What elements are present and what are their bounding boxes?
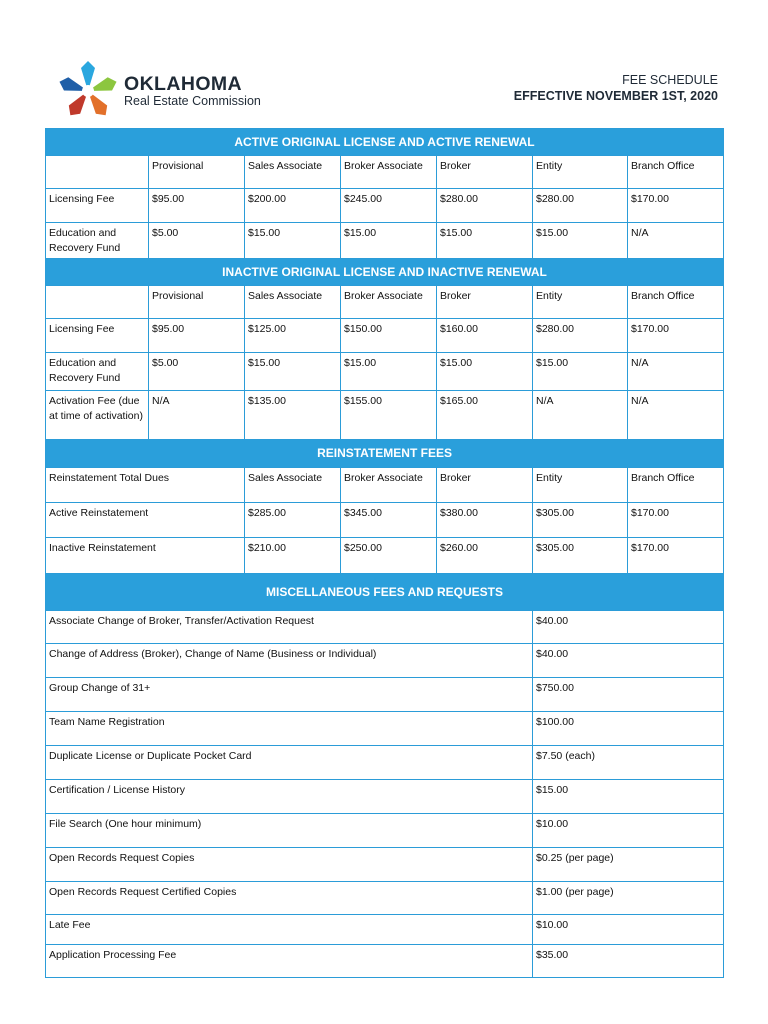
column-header-row: [46, 156, 724, 189]
table-row: [46, 712, 724, 746]
column-header: Entity: [533, 156, 628, 189]
section-header-row: [46, 574, 724, 611]
table-row: [46, 611, 724, 644]
table-row: [46, 223, 724, 259]
column-header: Broker Associate: [341, 156, 437, 189]
misc-fee-label: Late Fee: [46, 915, 533, 945]
row-label: Inactive Reinstatement: [46, 538, 245, 574]
misc-fee-amount: $750.00: [533, 678, 724, 712]
row-label: Education and Recovery Fund: [46, 353, 149, 391]
fee-cell: $15.00: [341, 353, 437, 391]
fee-cell: $345.00: [341, 503, 437, 538]
fee-schedule-table: [45, 128, 724, 978]
misc-fee-label: Team Name Registration: [46, 712, 533, 746]
fee-cell: $150.00: [341, 319, 437, 353]
misc-fee-label: Change of Address (Broker), Change of Name (Business or Individual): [46, 644, 533, 678]
section-title-misc: MISCELLANEOUS FEES AND REQUESTS: [46, 574, 724, 611]
misc-fee-amount: $40.00: [533, 644, 724, 678]
misc-fee-amount: $40.00: [533, 611, 724, 644]
column-header: Sales Associate: [245, 286, 341, 319]
column-header: Entity: [533, 286, 628, 319]
fee-cell: $165.00: [437, 391, 533, 440]
table-row: [46, 746, 724, 780]
fee-cell: N/A: [149, 391, 245, 440]
empty-header-cell: [46, 286, 149, 319]
table-row: [46, 678, 724, 712]
misc-fee-label: Application Processing Fee: [46, 945, 533, 978]
table-row: [46, 538, 724, 574]
fee-cell: N/A: [628, 353, 724, 391]
table-row: [46, 945, 724, 978]
misc-fee-label: Certification / License History: [46, 780, 533, 814]
fee-cell: $95.00: [149, 189, 245, 223]
misc-fee-label: Associate Change of Broker, Transfer/Activation Request: [46, 611, 533, 644]
table-row: [46, 644, 724, 678]
fee-cell: $15.00: [245, 353, 341, 391]
column-header: Branch Office: [628, 156, 724, 189]
misc-fee-label: File Search (One hour minimum): [46, 814, 533, 848]
reinstatement-header-label: Reinstatement Total Dues: [46, 468, 245, 503]
misc-fee-amount: $1.00 (per page): [533, 882, 724, 915]
fee-cell: N/A: [533, 391, 628, 440]
column-header: Entity: [533, 468, 628, 503]
row-label: Active Reinstatement: [46, 503, 245, 538]
fee-cell: $95.00: [149, 319, 245, 353]
table-row: [46, 391, 724, 440]
fee-cell: $5.00: [149, 353, 245, 391]
misc-fee-label: Open Records Request Certified Copies: [46, 882, 533, 915]
row-label: Licensing Fee: [46, 189, 149, 223]
misc-fee-amount: $35.00: [533, 945, 724, 978]
table-row: [46, 814, 724, 848]
misc-fee-label: Open Records Request Copies: [46, 848, 533, 882]
fee-cell: $170.00: [628, 503, 724, 538]
fee-cell: $210.00: [245, 538, 341, 574]
misc-fee-amount: $15.00: [533, 780, 724, 814]
section-title-inactive: INACTIVE ORIGINAL LICENSE AND INACTIVE RENEWAL: [46, 259, 724, 286]
fee-cell: N/A: [628, 391, 724, 440]
column-header: Sales Associate: [245, 468, 341, 503]
fee-cell: $280.00: [533, 319, 628, 353]
fee-cell: $170.00: [628, 189, 724, 223]
fee-cell: $260.00: [437, 538, 533, 574]
fee-cell: $305.00: [533, 503, 628, 538]
misc-fee-label: Group Change of 31+: [46, 678, 533, 712]
org-subtitle: Real Estate Commission: [124, 94, 261, 108]
misc-fee-amount: $0.25 (per page): [533, 848, 724, 882]
column-header: Provisional: [149, 286, 245, 319]
table-row: [46, 780, 724, 814]
misc-fee-amount: $10.00: [533, 814, 724, 848]
table-row: [46, 915, 724, 945]
fee-cell: $305.00: [533, 538, 628, 574]
table-row: [46, 353, 724, 391]
column-header: Broker Associate: [341, 468, 437, 503]
fee-cell: $135.00: [245, 391, 341, 440]
ok-real-estate-logo: [58, 60, 268, 122]
section-header-row: [46, 129, 724, 156]
document-title: FEE SCHEDULE: [622, 73, 718, 87]
section-header-row: [46, 440, 724, 468]
row-label: Activation Fee (due at time of activation): [46, 391, 149, 440]
section-title-reinstatement: REINSTATEMENT FEES: [46, 440, 724, 468]
column-header-row: [46, 468, 724, 503]
fee-cell: $250.00: [341, 538, 437, 574]
fee-cell: $285.00: [245, 503, 341, 538]
fee-cell: $170.00: [628, 319, 724, 353]
column-header: Branch Office: [628, 468, 724, 503]
table-row: [46, 189, 724, 223]
misc-fee-label: Duplicate License or Duplicate Pocket Card: [46, 746, 533, 780]
fee-cell: $280.00: [533, 189, 628, 223]
effective-date: EFFECTIVE NOVEMBER 1ST, 2020: [513, 89, 718, 103]
fee-cell: $15.00: [533, 353, 628, 391]
fee-cell: $160.00: [437, 319, 533, 353]
misc-fee-amount: $100.00: [533, 712, 724, 746]
fee-cell: $15.00: [341, 223, 437, 259]
table-row: [46, 848, 724, 882]
section-title-active: ACTIVE ORIGINAL LICENSE AND ACTIVE RENEWAL: [46, 129, 724, 156]
row-label: Education and Recovery Fund: [46, 223, 149, 259]
column-header: Broker Associate: [341, 286, 437, 319]
star-logo-icon: [58, 60, 120, 122]
document-title-block: [514, 72, 718, 104]
fee-cell: $380.00: [437, 503, 533, 538]
fee-cell: $200.00: [245, 189, 341, 223]
fee-cell: $5.00: [149, 223, 245, 259]
fee-cell: $15.00: [245, 223, 341, 259]
fee-cell: $15.00: [437, 353, 533, 391]
section-header-row: [46, 259, 724, 286]
fee-cell: $15.00: [533, 223, 628, 259]
column-header: Broker: [437, 156, 533, 189]
column-header: Broker: [437, 468, 533, 503]
table-row: [46, 503, 724, 538]
row-label: Licensing Fee: [46, 319, 149, 353]
fee-cell: N/A: [628, 223, 724, 259]
misc-fee-amount: $7.50 (each): [533, 746, 724, 780]
fee-cell: $15.00: [437, 223, 533, 259]
org-name: OKLAHOMA: [124, 73, 243, 95]
column-header: Broker: [437, 286, 533, 319]
fee-cell: $125.00: [245, 319, 341, 353]
fee-cell: $280.00: [437, 189, 533, 223]
table-row: [46, 319, 724, 353]
table-row: [46, 882, 724, 915]
empty-header-cell: [46, 156, 149, 189]
column-header: Branch Office: [628, 286, 724, 319]
fee-cell: $170.00: [628, 538, 724, 574]
fee-cell: $155.00: [341, 391, 437, 440]
misc-fee-amount: $10.00: [533, 915, 724, 945]
column-header: Sales Associate: [245, 156, 341, 189]
column-header: Provisional: [149, 156, 245, 189]
fee-cell: $245.00: [341, 189, 437, 223]
column-header-row: [46, 286, 724, 319]
